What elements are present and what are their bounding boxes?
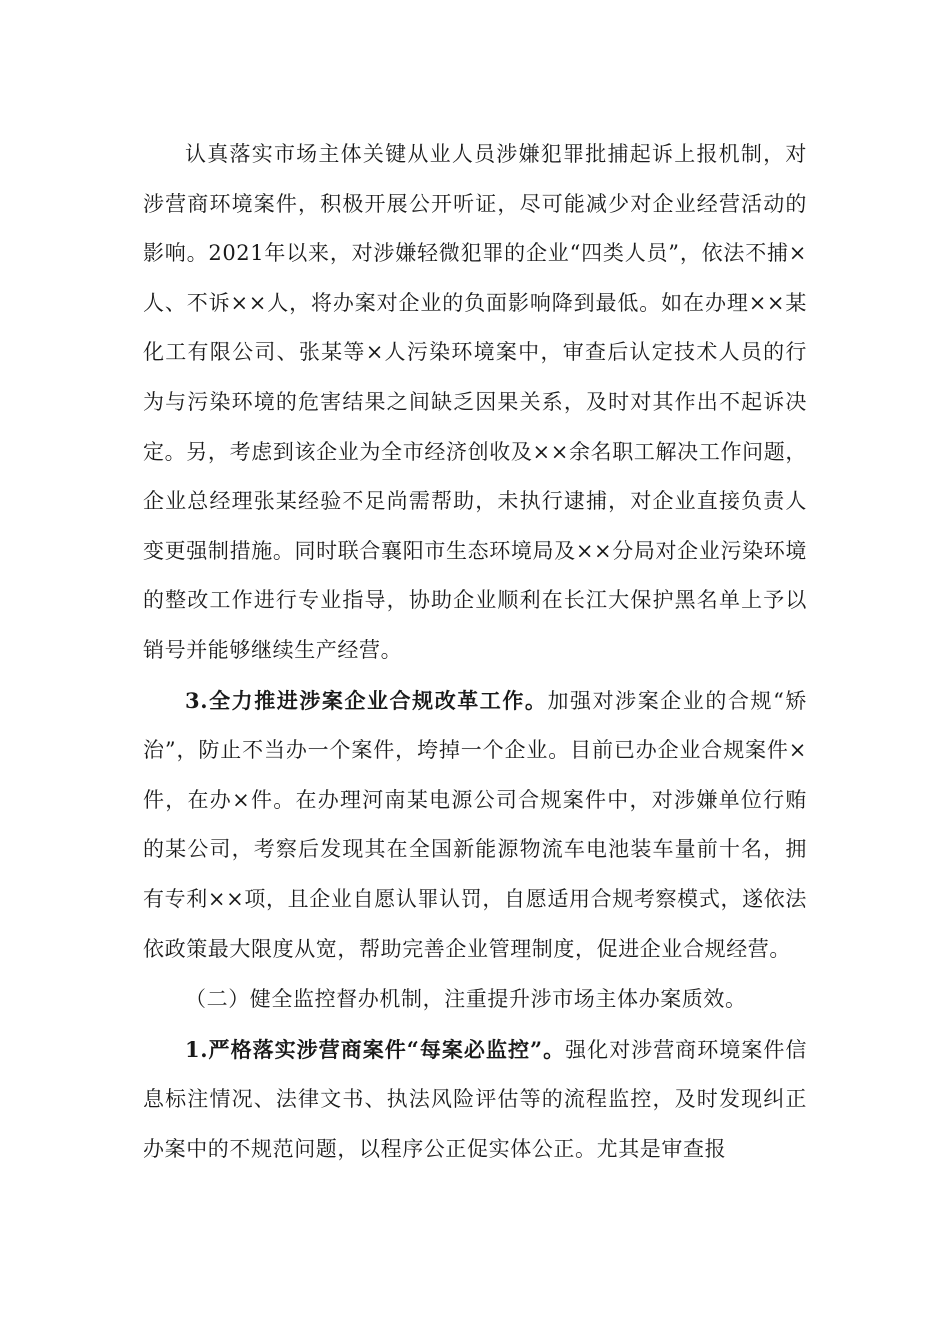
paragraph-3	[143, 1025, 807, 1175]
section-heading	[143, 974, 807, 1025]
paragraph-2	[143, 676, 807, 975]
body-text	[143, 129, 807, 1174]
paragraph-1-text: 认真落实市场主体关键从业人员涉嫌犯罪批捕起诉上报机制，对涉营商环境案件，积极开展公开听证，尽可能减少对企业经营活动的影响。2021年以来，对涉嫌轻微犯罪的企业“四类人员”，依法不捕×人、不诉××人，将办案对企业的负面影响降到最低。如在办理××某化工有限公司、张某等×人污染环境案中，审查后认定技术人员的行为与污染环境的危害结果之间缺乏因果关系，及时对其作出不起诉决定。另，考虑到该企业为全市经济创收及××余名职工解决工作问题，企业总经理张某经验不足尚需帮助，未执行逮捕，对企业直接负责人变更强制措施。同时联合襄阳市生态环境局及××分局对企业污染环境的整改工作进行专业指导，协助企业顺利在长江大保护黑名单上予以销号并能够继续生产经营。	[143, 142, 807, 662]
paragraph-3-heading: 1.严格落实涉营商案件“每案必监控”。	[185, 1036, 566, 1062]
paragraph-2-heading: 3.全力推进涉案企业合规改革工作。	[185, 687, 548, 713]
paragraph-1	[143, 129, 807, 676]
paragraph-2-text: 加强对涉案企业的合规“矫治”，防止不当办一个案件，垮掉一个企业。目前已办企业合规案件×件，在办×件。在办理河南某电源公司合规案件中，对涉嫌单位行贿的某公司，考察后发现其在全国新能源物流车电池装车量前十名，拥有专利××项，且企业自愿认罪认罚，自愿适用合规考察模式，遂依法依政策最大限度从宽，帮助完善企业管理制度，促进企业合规经营。	[143, 688, 808, 961]
paragraph-3-text: 强化对涉营商环境案件信息标注情况、法律文书、执法风险评估等的流程监控，及时发现纠正办案中的不规范问题，以程序公正促实体公正。尤其是审查报	[143, 1037, 807, 1161]
section-heading-text: （二）健全监控督办机制，注重提升涉市场主体办案质效。	[185, 987, 747, 1012]
